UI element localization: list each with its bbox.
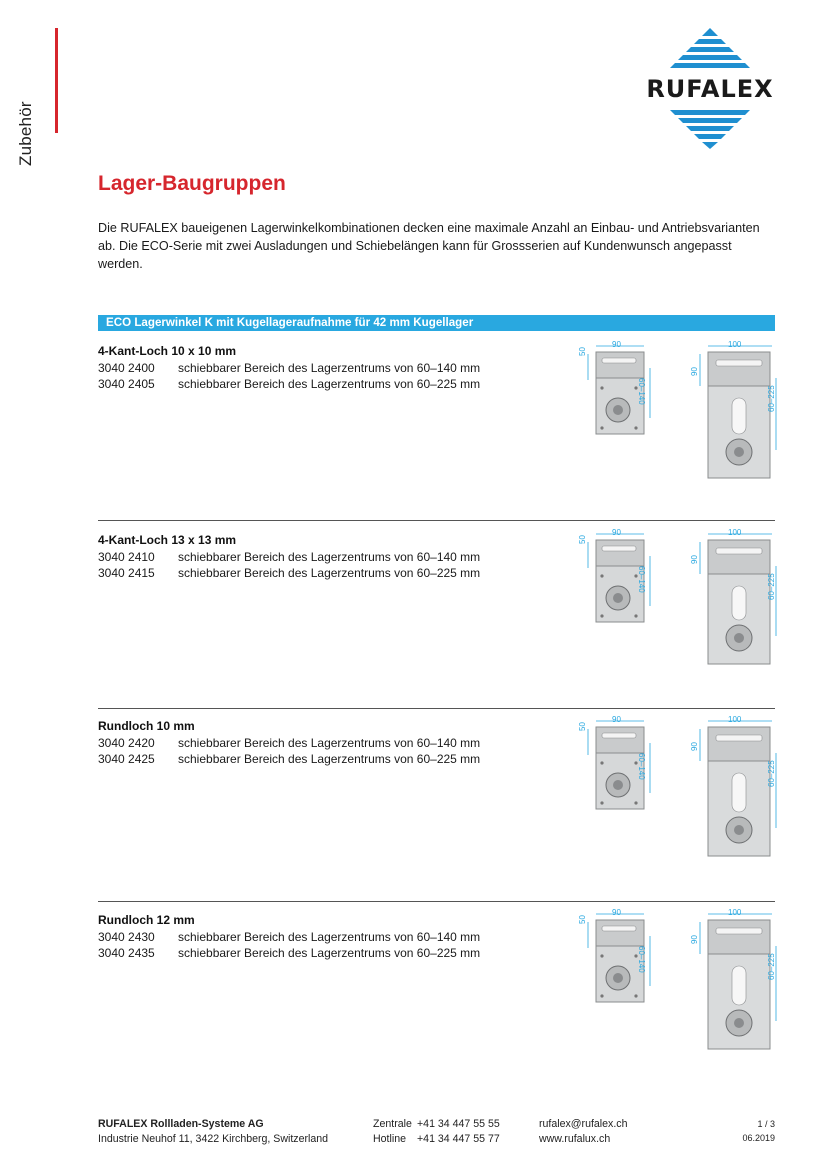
product-block — [98, 533, 775, 581]
product-title: 4-Kant-Loch 13 x 13 mm — [98, 533, 237, 547]
dim-range-label: 60–140 — [637, 946, 646, 973]
article-number: 3040 2405 — [98, 377, 155, 391]
footer-phones — [373, 1117, 500, 1147]
product-row — [98, 565, 775, 581]
rufalex-logo — [640, 26, 780, 150]
dim-range-label: 60–140 — [637, 378, 646, 405]
dim-height-label: 90 — [690, 555, 699, 564]
intro-paragraph: Die RUFALEX baueigenen Lagerwinkelkombinationen decken eine maximale Anzahl an Einbau- und Antriebsvarianten ab. Die ECO-Serie mit zwei Ausladungen und Schiebelängen kann für Grossserien auf Kundenwunsch angepasst werden. — [98, 221, 760, 271]
product-row — [98, 929, 775, 945]
dim-width-label: 90 — [612, 715, 621, 724]
website-link[interactable]: www.rufalux.ch — [539, 1133, 611, 1145]
product-row — [98, 376, 775, 392]
dim-width-label: 100 — [728, 715, 742, 724]
dim-height-label: 90 — [690, 935, 699, 944]
article-number: 3040 2430 — [98, 930, 155, 944]
dim-range-label: 60–225 — [767, 573, 776, 600]
bracket-small-icon — [582, 717, 662, 827]
footer-contact — [539, 1117, 627, 1147]
email-link[interactable]: rufalex@rufalex.ch — [539, 1118, 628, 1130]
dim-width-label: 100 — [728, 340, 742, 349]
article-description: schiebbarer Bereich des Lagerzentrums von 60–225 mm — [178, 752, 481, 766]
dim-height-label: 50 — [578, 535, 587, 544]
page-number: 1 / 3 — [757, 1119, 775, 1129]
company-name: RUFALEX Rollladen-Systeme AG — [98, 1118, 264, 1130]
dim-height-label: 50 — [578, 722, 587, 731]
bracket-small-icon — [582, 910, 662, 1020]
page-title: Lager-Baugruppen — [98, 172, 286, 195]
article-number: 3040 2415 — [98, 566, 155, 580]
side-accent-bar — [55, 28, 58, 133]
bracket-large-icon — [692, 342, 782, 482]
article-description: schiebbarer Bereich des Lagerzentrums von 60–140 mm — [178, 550, 481, 564]
article-description: schiebbarer Bereich des Lagerzentrums von 60–140 mm — [178, 361, 481, 375]
section-header: ECO Lagerwinkel K mit Kugellageraufnahme für 42 mm Kugellager — [98, 315, 775, 331]
bracket-small-icon — [582, 530, 662, 640]
document-date: 06.2019 — [742, 1133, 775, 1143]
article-description: schiebbarer Bereich des Lagerzentrums von 60–140 mm — [178, 930, 481, 944]
article-number: 3040 2425 — [98, 752, 155, 766]
company-address: Industrie Neuhof 11, 3422 Kirchberg, Switzerland — [98, 1133, 329, 1145]
hotline-phone[interactable]: +41 34 447 55 77 — [417, 1133, 500, 1145]
product-title: Rundloch 12 mm — [98, 913, 195, 927]
dim-width-label: 90 — [612, 908, 621, 917]
dim-height-label: 90 — [690, 742, 699, 751]
hotline-label: Hotline — [373, 1133, 406, 1145]
article-description: schiebbarer Bereich des Lagerzentrums von 60–140 mm — [178, 736, 481, 750]
product-title: 4-Kant-Loch 10 x 10 mm — [98, 344, 237, 358]
bracket-large-icon — [692, 717, 782, 860]
dim-height-label: 90 — [690, 367, 699, 376]
article-description: schiebbarer Bereich des Lagerzentrums von 60–225 mm — [178, 566, 481, 580]
article-number: 3040 2420 — [98, 736, 155, 750]
product-block — [98, 344, 775, 392]
bracket-small-icon — [582, 342, 662, 452]
section-divider — [98, 520, 775, 521]
zentrale-phone[interactable]: +41 34 447 55 55 — [417, 1118, 500, 1130]
product-title: Rundloch 10 mm — [98, 719, 195, 733]
dim-range-label: 60–225 — [767, 385, 776, 412]
product-row — [98, 360, 775, 376]
article-number: 3040 2400 — [98, 361, 155, 375]
dim-width-label: 90 — [612, 340, 621, 349]
dim-range-label: 60–225 — [767, 760, 776, 787]
dim-range-label: 60–140 — [637, 753, 646, 780]
footer-meta — [735, 1117, 775, 1145]
product-block — [98, 719, 775, 767]
logo-wordmark: RUFALEX — [646, 75, 774, 103]
product-block — [98, 913, 775, 961]
bracket-large-icon — [692, 910, 782, 1053]
dim-width-label: 100 — [728, 528, 742, 537]
dim-height-label: 50 — [578, 347, 587, 356]
product-row — [98, 945, 775, 961]
article-number: 3040 2435 — [98, 946, 155, 960]
dim-range-label: 60–225 — [767, 953, 776, 980]
product-row — [98, 549, 775, 565]
product-row — [98, 735, 775, 751]
zentrale-label: Zentrale — [373, 1118, 412, 1130]
footer-company — [98, 1117, 328, 1147]
article-description: schiebbarer Bereich des Lagerzentrums von 60–225 mm — [178, 946, 481, 960]
section-divider — [98, 708, 775, 709]
dim-height-label: 50 — [578, 915, 587, 924]
section-divider — [98, 901, 775, 902]
article-description: schiebbarer Bereich des Lagerzentrums von 60–225 mm — [178, 377, 481, 391]
dim-width-label: 90 — [612, 528, 621, 537]
product-row — [98, 751, 775, 767]
category-label: Zubehör — [16, 101, 35, 166]
article-number: 3040 2410 — [98, 550, 155, 564]
dim-range-label: 60–140 — [637, 566, 646, 593]
dim-width-label: 100 — [728, 908, 742, 917]
